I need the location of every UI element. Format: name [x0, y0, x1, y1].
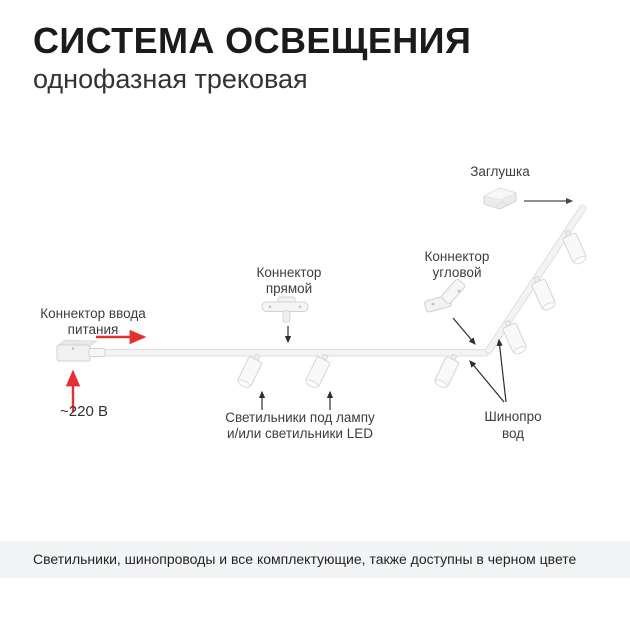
end-cap-graphic: [484, 188, 516, 209]
corner-connector-graphic: [424, 278, 466, 312]
spotlight-3: [433, 352, 461, 390]
track-label: Шинопро вод: [484, 409, 542, 441]
spotlight-2: [304, 352, 332, 390]
page-subtitle: однофазная трековая: [33, 64, 308, 94]
track-arrow-2-icon: [499, 340, 506, 402]
spotlight-1: [236, 352, 264, 390]
voltage-label: ~220 В: [60, 403, 108, 420]
straight-connector-label: Коннектор прямой: [256, 265, 322, 296]
lights-label: Светильники под лампу и/или светильники LED: [225, 410, 375, 441]
track-arrow-1-icon: [470, 361, 504, 402]
corner-connector-label: Коннектор угловой: [424, 249, 490, 280]
page-title: СИСТЕМА ОСВЕЩЕНИЯ: [33, 20, 472, 61]
footer-band: [0, 541, 630, 578]
power-input-connector-graphic: [57, 340, 105, 361]
footer-note: Светильники, шинопроводы и все комплектующие, также доступны в черном цвете: [33, 551, 577, 567]
end-cap-label: Заглушка: [470, 164, 530, 179]
power-connector-label: Коннектор ввода питания: [40, 306, 146, 337]
track-horizontal: [104, 350, 488, 357]
straight-connector-graphic: [262, 297, 308, 322]
corner-connector-arrow-icon: [453, 318, 475, 344]
